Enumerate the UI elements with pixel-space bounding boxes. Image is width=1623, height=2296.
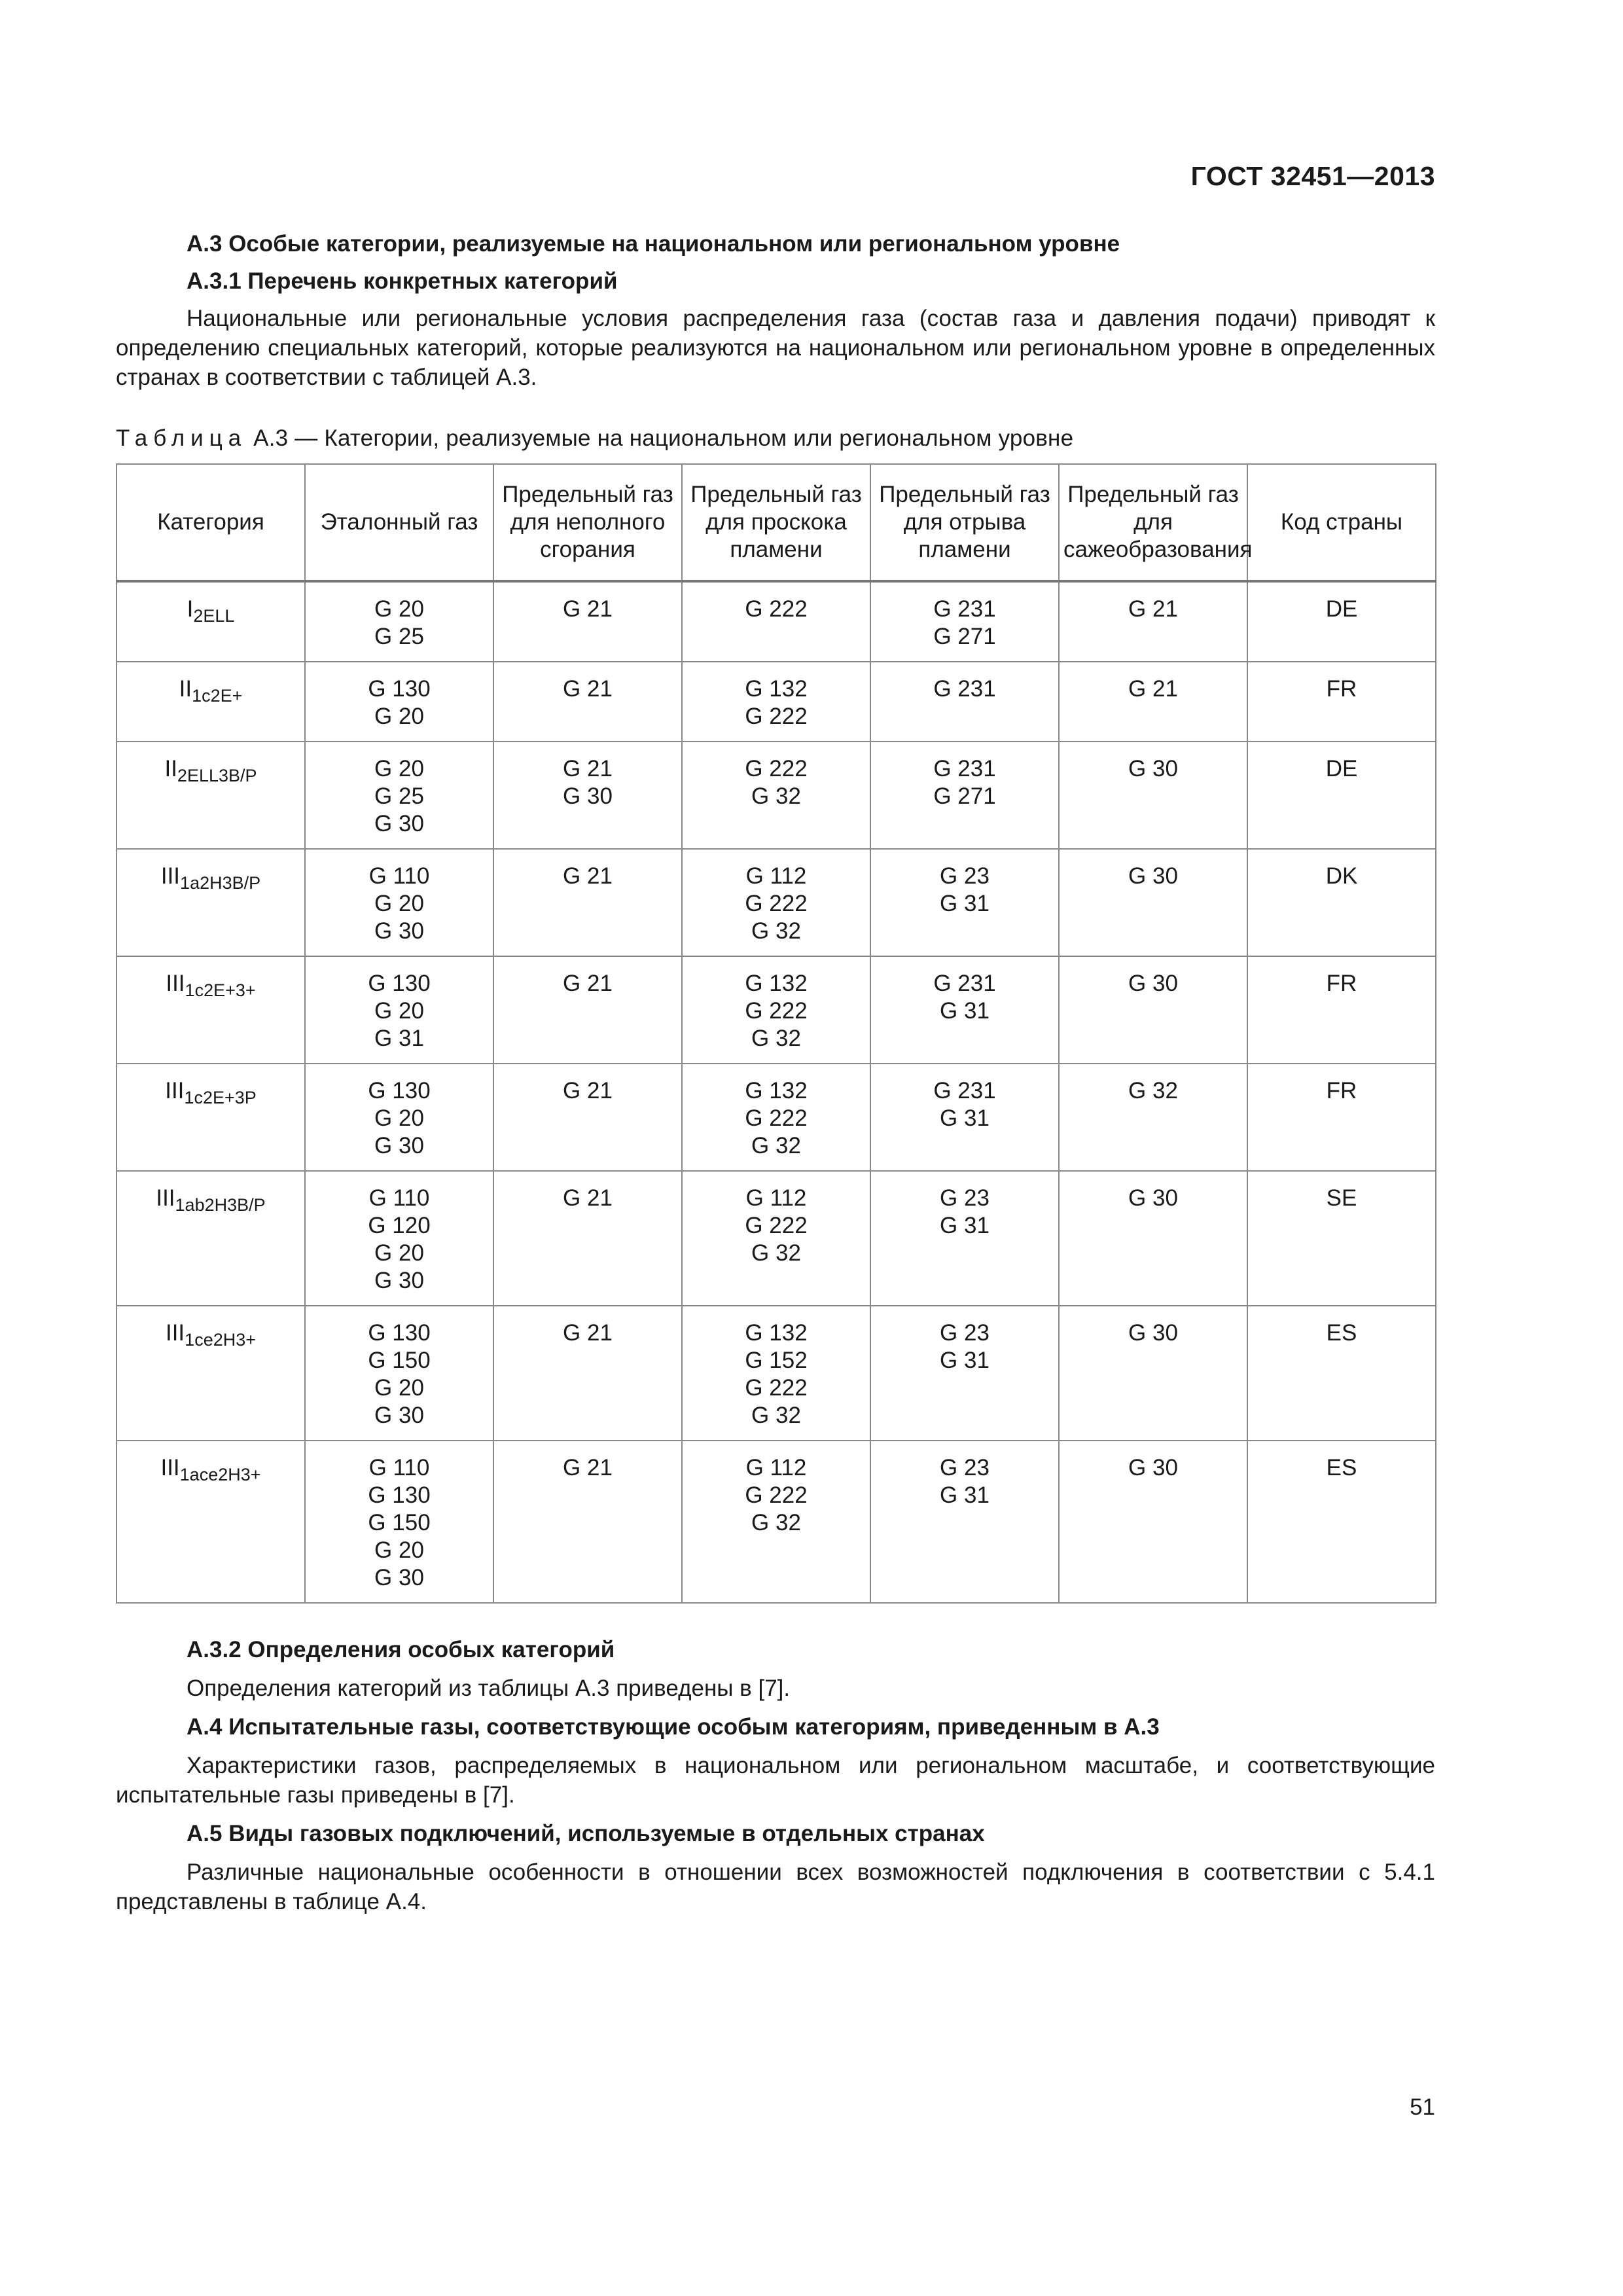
gas-value: G 30: [1128, 1320, 1178, 1346]
cell-category: [116, 742, 305, 849]
gas-value: G 222: [745, 596, 808, 622]
cell-incomplete-combustion-gas: [493, 581, 682, 662]
cell-reference-gas: [305, 1441, 493, 1603]
category-subscript: 1ace2H3+: [179, 1465, 261, 1484]
gas-value: G 20: [374, 998, 424, 1024]
cell-sooting-gas: [1059, 662, 1247, 742]
category-main: I: [187, 596, 194, 622]
gas-value: G 110: [368, 863, 430, 889]
cell-reference-gas: [305, 1064, 493, 1171]
table-row: [116, 1441, 1436, 1603]
cell-category: [116, 662, 305, 742]
category-subscript: 2ELL: [193, 606, 235, 626]
cell-incomplete-combustion-gas: [493, 1064, 682, 1171]
gas-value: G 222: [745, 1482, 808, 1508]
header-incomplete-combustion-gas: Предельный газ для неполного сгорания: [493, 464, 682, 581]
cell-flame-lift-gas: [870, 1064, 1059, 1171]
gas-value: G 21: [563, 596, 613, 622]
gas-value: G 31: [940, 1348, 990, 1373]
cell-category: [116, 849, 305, 956]
cell-category: [116, 581, 305, 662]
cell-reference-gas: [305, 1171, 493, 1306]
gas-value: G 130: [368, 676, 431, 702]
cell-reference-gas: [305, 662, 493, 742]
category-subscript: 1a2H3B/P: [180, 873, 261, 893]
gas-value: G 30: [374, 918, 424, 944]
table-row: [116, 849, 1436, 956]
category-subscript: 1c2E+: [192, 686, 243, 706]
gas-value: G 222: [745, 756, 808, 781]
cell-incomplete-combustion-gas: [493, 662, 682, 742]
category-subscript: 1ab2H3B/P: [175, 1195, 266, 1215]
gas-value: G 23: [940, 863, 990, 889]
gas-value: G 21: [563, 1078, 613, 1103]
cell-flame-lift-gas: [870, 849, 1059, 956]
gas-value: G 231: [933, 676, 996, 702]
gas-value: G 30: [374, 1565, 424, 1590]
gas-value: G 23: [940, 1455, 990, 1480]
gas-value: G 30: [1128, 756, 1178, 781]
cell-flame-lift-gas: [870, 581, 1059, 662]
gas-value: G 231: [933, 756, 996, 781]
table-caption: [116, 423, 1435, 453]
table-row: [116, 1306, 1436, 1441]
gas-value: G 231: [933, 1078, 996, 1103]
table-row: [116, 581, 1436, 662]
gas-value: G 130: [368, 1482, 431, 1508]
gas-value: G 132: [745, 1078, 808, 1103]
cell-sooting-gas: [1059, 1441, 1247, 1603]
cell-flame-lift-gas: [870, 1306, 1059, 1441]
gas-value: G 30: [374, 1268, 424, 1293]
cell-flashback-gas: [682, 849, 870, 956]
gas-value: G 110: [368, 1455, 430, 1480]
gas-value: G 222: [745, 704, 808, 729]
category-subscript: 1c2E+3P: [184, 1088, 257, 1107]
gas-value: G 25: [374, 624, 424, 649]
category-main: III: [166, 971, 185, 996]
cell-category: [116, 1171, 305, 1306]
gas-value: G 20: [374, 1105, 424, 1131]
gas-value: G 31: [374, 1026, 424, 1051]
cell-country-code: FR: [1247, 1064, 1436, 1171]
gas-value: G 20: [374, 1537, 424, 1563]
gas-value: G 130: [368, 1320, 431, 1346]
cell-category: [116, 1441, 305, 1603]
gas-value: G 21: [1128, 676, 1178, 702]
cell-country-code: ES: [1247, 1306, 1436, 1441]
cell-country-code: DK: [1247, 849, 1436, 956]
gas-value: G 30: [563, 783, 613, 809]
gas-value: G 32: [1128, 1078, 1178, 1103]
header-flame-lift-gas: Предельный газ для отрыва пламени: [870, 464, 1059, 581]
cell-flashback-gas: [682, 1171, 870, 1306]
category-main: III: [156, 1185, 175, 1211]
cell-reference-gas: [305, 1306, 493, 1441]
table-header-row: [116, 464, 1436, 581]
cell-sooting-gas: [1059, 742, 1247, 849]
section-heading-a3-1: А.3.1 Перечень конкретных категорий: [187, 268, 618, 294]
gas-value: G 21: [563, 1320, 613, 1346]
cell-flame-lift-gas: [870, 956, 1059, 1064]
gas-value: G 21: [563, 971, 613, 996]
gas-value: G 31: [940, 1482, 990, 1508]
category-main: II: [179, 676, 192, 702]
gas-value: G 20: [374, 1240, 424, 1266]
gas-value: G 231: [933, 971, 996, 996]
gas-value: G 31: [940, 1105, 990, 1131]
cell-incomplete-combustion-gas: [493, 849, 682, 956]
cell-sooting-gas: [1059, 849, 1247, 956]
gas-value: G 222: [745, 1105, 808, 1131]
gas-value: G 32: [751, 1240, 801, 1266]
cell-incomplete-combustion-gas: [493, 956, 682, 1064]
gas-value: G 231: [933, 596, 996, 622]
cell-reference-gas: [305, 956, 493, 1064]
gas-value: G 21: [563, 756, 613, 781]
cell-reference-gas: [305, 849, 493, 956]
header-sooting-gas: Предельный газ для сажеобразования: [1059, 464, 1247, 581]
cell-flashback-gas: [682, 581, 870, 662]
cell-incomplete-combustion-gas: [493, 1171, 682, 1306]
cell-sooting-gas: [1059, 581, 1247, 662]
cell-flame-lift-gas: [870, 742, 1059, 849]
category-main: III: [160, 1455, 180, 1480]
gas-value: G 130: [368, 971, 431, 996]
section-heading-a5: А.5 Виды газовых подключений, используемые в отдельных странах: [187, 1821, 985, 1846]
cell-country-code: SE: [1247, 1171, 1436, 1306]
gas-value: G 110: [368, 1185, 430, 1211]
cell-incomplete-combustion-gas: [493, 1306, 682, 1441]
header-category: Категория: [116, 464, 305, 581]
gas-value: G 32: [751, 783, 801, 809]
standard-designation: ГОСТ 32451—2013: [1190, 161, 1435, 191]
gas-value: G 222: [745, 891, 808, 916]
gas-value: G 21: [563, 1455, 613, 1480]
header-reference-gas: Эталонный газ: [305, 464, 493, 581]
cell-reference-gas: [305, 742, 493, 849]
gas-value: G 30: [1128, 1185, 1178, 1211]
gas-value: G 20: [374, 704, 424, 729]
gas-value: G 132: [745, 971, 808, 996]
gas-value: G 30: [374, 811, 424, 836]
gas-value: G 21: [563, 863, 613, 889]
gas-value: G 222: [745, 1375, 808, 1401]
gas-value: G 132: [745, 1320, 808, 1346]
table-row: [116, 956, 1436, 1064]
cell-country-code: DE: [1247, 581, 1436, 662]
table-caption-text: А.3 — Категории, реализуемые на национальном или региональном уровне: [253, 425, 1074, 451]
cell-category: [116, 1064, 305, 1171]
table-row: [116, 742, 1436, 849]
gas-value: G 30: [1128, 863, 1178, 889]
gas-value: G 112: [745, 1455, 807, 1480]
category-main: III: [165, 1320, 185, 1346]
gas-value: G 30: [1128, 1455, 1178, 1480]
header-country-code: Код страны: [1247, 464, 1436, 581]
page-content: [116, 229, 1435, 1916]
category-subscript: 1c2E+3+: [185, 980, 256, 1000]
cell-country-code: DE: [1247, 742, 1436, 849]
cell-flame-lift-gas: [870, 1441, 1059, 1603]
gas-value: G 32: [751, 1510, 801, 1535]
gas-value: G 23: [940, 1320, 990, 1346]
cell-category: [116, 956, 305, 1064]
gas-value: G 152: [745, 1348, 808, 1373]
cell-sooting-gas: [1059, 956, 1247, 1064]
gas-value: G 120: [368, 1213, 431, 1238]
categories-table: [116, 463, 1436, 1604]
cell-sooting-gas: [1059, 1064, 1247, 1171]
cell-country-code: FR: [1247, 956, 1436, 1064]
gas-value: G 222: [745, 998, 808, 1024]
table-row: [116, 1171, 1436, 1306]
cell-country-code: FR: [1247, 662, 1436, 742]
cell-flashback-gas: [682, 1306, 870, 1441]
cell-flame-lift-gas: [870, 662, 1059, 742]
gas-value: G 150: [368, 1510, 431, 1535]
gas-value: G 21: [1128, 596, 1178, 622]
category-main: III: [165, 1078, 185, 1103]
table-body: [116, 581, 1436, 1603]
cell-flame-lift-gas: [870, 1171, 1059, 1306]
gas-value: G 30: [1128, 971, 1178, 996]
gas-value: G 21: [563, 676, 613, 702]
cell-incomplete-combustion-gas: [493, 742, 682, 849]
gas-value: G 20: [374, 891, 424, 916]
category-main: II: [164, 756, 177, 781]
category-subscript: 2ELL3B/P: [177, 766, 257, 785]
page-number: 51: [1410, 2094, 1435, 2120]
table-row: [116, 662, 1436, 742]
cell-category: [116, 1306, 305, 1441]
gas-value: G 222: [745, 1213, 808, 1238]
section-heading-a3-2: А.3.2 Определения особых категорий: [187, 1637, 615, 1662]
gas-value: G 21: [563, 1185, 613, 1211]
paragraph-a4: Характеристики газов, распределяемых в национальном или региональном масштабе, и соответствующие испытательные газы приведены в [7].: [116, 1753, 1435, 1808]
cell-sooting-gas: [1059, 1306, 1247, 1441]
gas-value: G 112: [745, 1185, 807, 1211]
category-main: III: [160, 863, 181, 889]
gas-value: G 32: [751, 1133, 801, 1158]
category-subscript: 1ce2H3+: [185, 1330, 257, 1350]
gas-value: G 31: [940, 891, 990, 916]
paragraph-a3-2: Определения категорий из таблицы А.3 приведены в [7].: [187, 1676, 791, 1701]
gas-value: G 32: [751, 1026, 801, 1051]
gas-value: G 31: [940, 1213, 990, 1238]
gas-value: G 32: [751, 918, 801, 944]
gas-value: G 25: [374, 783, 424, 809]
gas-value: G 150: [368, 1348, 431, 1373]
cell-flashback-gas: [682, 1441, 870, 1603]
paragraph-a3-1: Национальные или региональные условия распределения газа (состав газа и давления подачи) приводят к определению специальных категорий, которые реализуются на национальном или региональном уровне в определенных странах в соответствии с таблицей А.3.: [116, 306, 1435, 390]
cell-reference-gas: [305, 581, 493, 662]
table-row: [116, 1064, 1436, 1171]
gas-value: G 32: [751, 1403, 801, 1428]
gas-value: G 132: [745, 676, 808, 702]
gas-value: G 20: [374, 1375, 424, 1401]
gas-value: G 20: [374, 596, 424, 622]
gas-value: G 23: [940, 1185, 990, 1211]
gas-value: G 112: [745, 863, 807, 889]
gas-value: G 271: [933, 624, 996, 649]
cell-country-code: ES: [1247, 1441, 1436, 1603]
gas-value: G 30: [374, 1133, 424, 1158]
cell-flashback-gas: [682, 662, 870, 742]
section-heading-a4: А.4 Испытательные газы, соответствующие особым категориям, приведенным в А.3: [187, 1714, 1160, 1740]
gas-value: G 271: [933, 783, 996, 809]
header-flashback-gas: Предельный газ для проскока пламени: [682, 464, 870, 581]
gas-value: G 30: [374, 1403, 424, 1428]
cell-sooting-gas: [1059, 1171, 1247, 1306]
section-heading-a3: А.3 Особые категории, реализуемые на национальном или региональном уровне: [187, 231, 1120, 257]
cell-incomplete-combustion-gas: [493, 1441, 682, 1603]
gas-value: G 20: [374, 756, 424, 781]
table-caption-label: Таблица: [116, 425, 247, 451]
gas-value: G 31: [940, 998, 990, 1024]
cell-flashback-gas: [682, 1064, 870, 1171]
gas-value: G 130: [368, 1078, 431, 1103]
paragraph-a5: Различные национальные особенности в отношении всех возможностей подключения в соответствии с 5.4.1 представлены в таблице А.4.: [116, 1859, 1435, 1914]
cell-flashback-gas: [682, 956, 870, 1064]
cell-flashback-gas: [682, 742, 870, 849]
